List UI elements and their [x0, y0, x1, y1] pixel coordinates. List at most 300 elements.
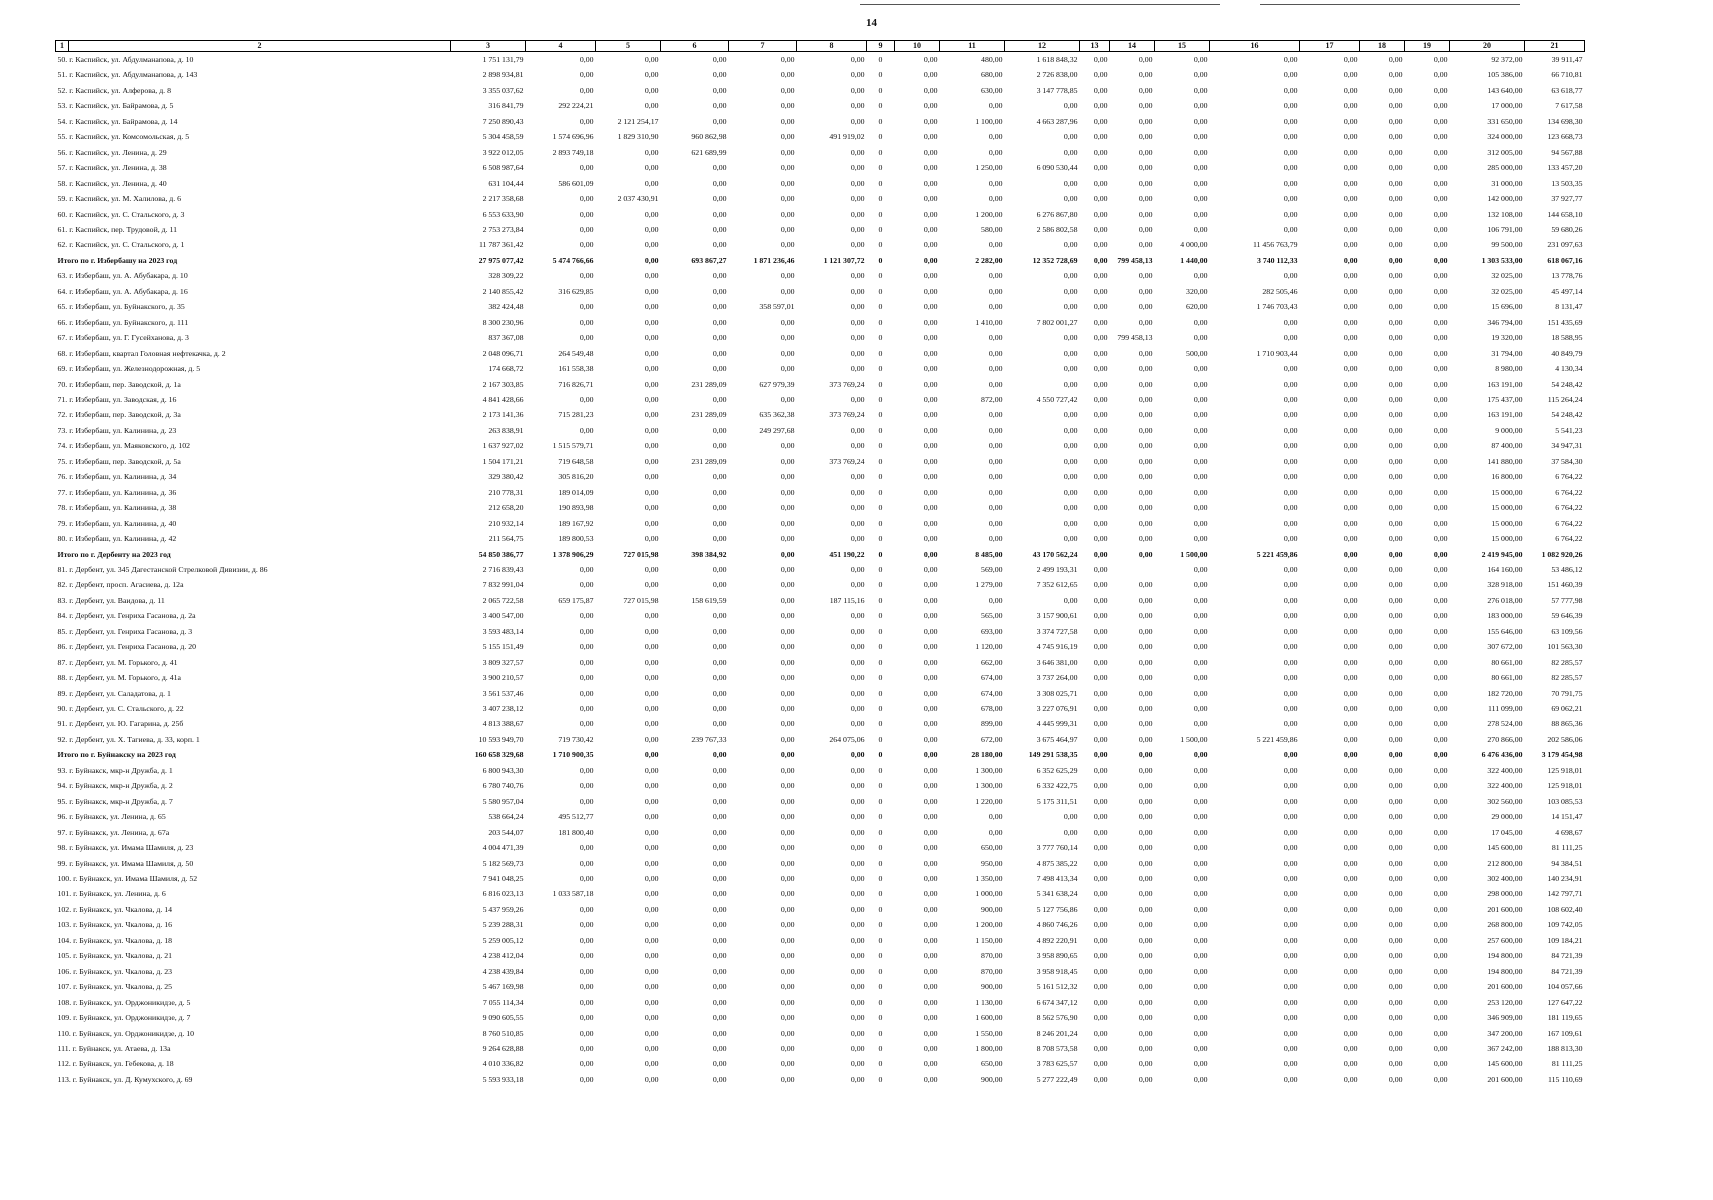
value-cell: 0,00 [1138, 534, 1153, 544]
value-cell: 0,00 [1093, 255, 1108, 265]
value-cell: 0,00 [780, 688, 795, 698]
value-cell: 175 437,00 [1487, 394, 1523, 404]
value-cell: 0,00 [923, 796, 938, 806]
value-cell: 0,00 [923, 425, 938, 435]
value-cell: 0,00 [1283, 982, 1298, 992]
value-cell: 0,00 [1283, 611, 1298, 621]
value-cell: 0,00 [1138, 1044, 1153, 1053]
value-cell: 1 250,00 [975, 163, 1003, 173]
top-rule-right [1260, 4, 1520, 5]
value-cell: 0,00 [923, 147, 938, 157]
value-cell: 0,00 [1138, 611, 1153, 621]
value-cell: 0,00 [850, 70, 865, 80]
value-cell: 0,00 [1138, 1059, 1153, 1069]
value-cell: 0,00 [780, 812, 795, 822]
address-cell: 72. г. Избербаш, пер. Заводской, д. 3а [57, 410, 181, 420]
value-cell: 0,00 [1433, 951, 1448, 961]
value-cell: 0,00 [1433, 410, 1448, 420]
value-cell: 31 794,00 [1491, 348, 1523, 358]
address-cell: 87. г. Дербент, ул. М. Горького, д. 41 [57, 657, 178, 667]
value-cell: 82 285,57 [1551, 657, 1583, 667]
value-cell: 0,00 [923, 688, 938, 698]
value-cell: 0,00 [1283, 935, 1298, 945]
value-cell: 0,00 [644, 394, 659, 404]
value-cell: 0,00 [644, 1074, 659, 1084]
value-cell: 0,00 [780, 858, 795, 868]
value-cell: 0,00 [1138, 734, 1153, 744]
value-cell: 0,00 [1193, 503, 1208, 513]
value-cell: 328 918,00 [1487, 580, 1523, 590]
table-row [56, 315, 1585, 330]
value-cell: 0,00 [644, 85, 659, 95]
value-cell: 0,00 [923, 1074, 938, 1084]
value-cell: 0,00 [923, 441, 938, 451]
value-cell: 5 580 957,04 [482, 796, 524, 806]
value-cell: 0,00 [1433, 704, 1448, 714]
value-cell: 2 716 839,43 [482, 564, 524, 574]
value-cell: 0,00 [1193, 132, 1208, 142]
value-cell: 0,00 [579, 209, 594, 219]
value-cell: 6 764,22 [1555, 472, 1583, 482]
value-cell: 239 767,33 [691, 734, 727, 744]
value-cell: 0,00 [1093, 626, 1108, 636]
value-cell: 0,00 [780, 1044, 795, 1053]
value-cell: 5 341 638,24 [1036, 889, 1078, 899]
value-cell: 0,00 [1193, 317, 1208, 327]
value-cell: 0,00 [1388, 750, 1403, 760]
value-cell: 0,00 [1343, 549, 1358, 559]
address-cell: 83. г. Дербент, ул. Ваидова, д. 11 [57, 595, 165, 605]
value-cell: 0,00 [644, 487, 659, 497]
value-cell: 211 564,75 [488, 534, 524, 544]
value-cell: 0,00 [1283, 858, 1298, 868]
value-cell: 0,00 [1343, 194, 1358, 204]
table-row [56, 114, 1585, 129]
value-cell: 0,00 [1283, 920, 1298, 930]
value-cell: 0,00 [1193, 874, 1208, 884]
value-cell: 188 813,30 [1547, 1044, 1583, 1053]
value-cell: 0,00 [1063, 348, 1078, 358]
column-header: 13 [1080, 41, 1110, 52]
address-cell: 67. г. Избербаш, ул. Г. Гусейханова, д. 3 [57, 333, 189, 343]
value-cell: 0,00 [923, 302, 938, 312]
value-cell: 0,00 [1063, 302, 1078, 312]
value-cell: 0,00 [923, 858, 938, 868]
value-cell: 17 045,00 [1491, 827, 1523, 837]
value-cell: 0,00 [712, 1074, 727, 1084]
value-cell: 0,00 [1138, 178, 1153, 188]
value-cell: 0,00 [923, 580, 938, 590]
value-cell: 140 234,91 [1547, 874, 1583, 884]
value-cell: 0 [878, 843, 883, 853]
value-cell: 0,00 [1283, 951, 1298, 961]
value-cell: 0,00 [1283, 333, 1298, 343]
value-cell: 0,00 [1343, 518, 1358, 528]
value-cell: 0,00 [923, 1013, 938, 1023]
value-cell: 0,00 [1388, 394, 1403, 404]
value-cell: 0,00 [923, 503, 938, 513]
value-cell: 373 769,24 [829, 379, 865, 389]
value-cell: 0,00 [644, 178, 659, 188]
value-cell: 0,00 [1138, 704, 1153, 714]
value-cell: 0,00 [1138, 1028, 1153, 1038]
value-cell: 194 800,00 [1487, 966, 1523, 976]
table-row [56, 52, 1585, 68]
value-cell: 0,00 [1343, 765, 1358, 775]
value-cell: 201 600,00 [1487, 982, 1523, 992]
value-cell: 0,00 [780, 224, 795, 234]
value-cell: 14 151,47 [1551, 812, 1583, 822]
table-row [56, 377, 1585, 392]
value-cell: 0,00 [1138, 1013, 1153, 1023]
value-cell: 0,00 [712, 874, 727, 884]
value-cell: 0,00 [850, 920, 865, 930]
value-cell: 0,00 [923, 997, 938, 1007]
value-cell: 9 090 605,55 [482, 1013, 524, 1023]
value-cell: 0,00 [850, 472, 865, 482]
value-cell: 6 553 633,90 [482, 209, 524, 219]
value-cell: 54 850 386,77 [478, 549, 524, 559]
table-row [56, 361, 1585, 376]
value-cell: 0,00 [988, 595, 1003, 605]
value-cell: 627 979,39 [759, 379, 795, 389]
value-cell: 0,00 [1093, 595, 1108, 605]
table-row [56, 392, 1585, 407]
address-cell: 68. г. Избербаш, квартал Головная нефтекачка, д. 2 [57, 348, 226, 358]
value-cell: 7 832 991,04 [482, 580, 524, 590]
value-cell: 231 289,09 [691, 456, 727, 466]
value-cell: 0,00 [1138, 240, 1153, 250]
value-cell: 0,00 [850, 796, 865, 806]
value-cell: 0,00 [1093, 765, 1108, 775]
table-row [56, 948, 1585, 963]
value-cell: 0,00 [1138, 765, 1153, 775]
value-cell: 0,00 [644, 456, 659, 466]
value-cell: 0,00 [1283, 719, 1298, 729]
value-cell: 0 [878, 518, 883, 528]
value-cell: 39 911,47 [1551, 55, 1583, 64]
value-cell: 3 737 264,00 [1036, 673, 1078, 683]
address-cell: 75. г. Избербаш, пер. Заводской, д. 5а [57, 456, 181, 466]
value-cell: 8 300 230,96 [482, 317, 524, 327]
value-cell: 0,00 [1138, 595, 1153, 605]
value-cell: 0,00 [579, 935, 594, 945]
value-cell: 0,00 [850, 750, 865, 760]
value-cell: 1 300,00 [975, 765, 1003, 775]
data-table [55, 40, 1585, 1087]
value-cell: 0,00 [1343, 364, 1358, 374]
value-cell: 347 200,00 [1487, 1028, 1523, 1038]
value-cell: 0,00 [850, 364, 865, 374]
value-cell: 0,00 [1433, 132, 1448, 142]
value-cell: 0,00 [1063, 194, 1078, 204]
value-cell: 0,00 [780, 642, 795, 652]
value-cell: 0,00 [923, 456, 938, 466]
value-cell: 305 816,20 [558, 472, 594, 482]
value-cell: 0,00 [1283, 317, 1298, 327]
value-cell: 0,00 [1283, 966, 1298, 976]
value-cell: 0,00 [1063, 595, 1078, 605]
value-cell: 1 710 900,35 [552, 750, 594, 760]
value-cell: 0,00 [850, 812, 865, 822]
value-cell: 0,00 [1138, 163, 1153, 173]
value-cell: 0,00 [1343, 673, 1358, 683]
value-cell: 0,00 [1063, 101, 1078, 111]
value-cell: 346 909,00 [1487, 1013, 1523, 1023]
value-cell: 0,00 [923, 487, 938, 497]
value-cell: 1 220,00 [975, 796, 1003, 806]
value-cell: 0,00 [1138, 317, 1153, 327]
value-cell: 0,00 [1283, 1074, 1298, 1084]
table-row [56, 825, 1585, 840]
value-cell: 0,00 [1193, 209, 1208, 219]
value-cell: 0,00 [644, 1028, 659, 1038]
value-cell: 0,00 [988, 286, 1003, 296]
value-cell: 0,00 [1343, 425, 1358, 435]
value-cell: 263 838,91 [488, 425, 524, 435]
value-cell: 0,00 [1193, 518, 1208, 528]
value-cell: 0,00 [1093, 827, 1108, 837]
value-cell: 12 352 728,69 [1032, 255, 1078, 265]
value-cell: 0,00 [1283, 704, 1298, 714]
value-cell: 0,00 [1388, 997, 1403, 1007]
value-cell: 0,00 [1388, 534, 1403, 544]
value-cell: 0,00 [1388, 503, 1403, 513]
value-cell: 0,00 [1343, 904, 1358, 914]
value-cell: 0,00 [644, 796, 659, 806]
value-cell: 0,00 [923, 704, 938, 714]
value-cell: 0 [878, 812, 883, 822]
value-cell: 0,00 [644, 55, 659, 64]
value-cell: 0,00 [1193, 827, 1208, 837]
address-cell: 53. г. Каспийск, ул. Байрамова, д. 5 [57, 101, 174, 111]
address-cell: 73. г. Избербаш, ул. Калинина, д. 23 [57, 425, 177, 435]
value-cell: 0 [878, 704, 883, 714]
value-cell: 298 000,00 [1487, 889, 1523, 899]
value-cell: 2 893 749,18 [552, 147, 594, 157]
value-cell: 0,00 [712, 534, 727, 544]
value-cell: 0,00 [850, 425, 865, 435]
value-cell: 727 015,98 [623, 595, 659, 605]
table-row [56, 593, 1585, 608]
value-cell: 0,00 [1093, 564, 1108, 574]
value-cell: 0,00 [1343, 85, 1358, 95]
value-cell: 0,00 [1343, 564, 1358, 574]
value-cell: 0,00 [1138, 874, 1153, 884]
value-cell: 0,00 [1138, 920, 1153, 930]
value-cell: 106 791,00 [1487, 224, 1523, 234]
value-cell: 149 291 538,35 [1028, 750, 1078, 760]
value-cell: 302 560,00 [1487, 796, 1523, 806]
value-cell: 0,00 [712, 209, 727, 219]
value-cell: 451 190,22 [829, 549, 865, 559]
value-cell: 0,00 [923, 595, 938, 605]
value-cell: 0,00 [1343, 1059, 1358, 1069]
value-cell: 0,00 [644, 673, 659, 683]
value-cell: 0 [878, 286, 883, 296]
value-cell: 0,00 [1433, 657, 1448, 667]
value-cell: 109 184,21 [1547, 935, 1583, 945]
value-cell: 0,00 [1433, 719, 1448, 729]
value-cell: 0,00 [1063, 364, 1078, 374]
value-cell: 0,00 [1093, 132, 1108, 142]
value-cell: 0,00 [1388, 1044, 1403, 1053]
value-cell: 0,00 [850, 487, 865, 497]
value-cell: 6 332 422,75 [1036, 781, 1078, 791]
value-cell: 0,00 [923, 240, 938, 250]
value-cell: 0,00 [1093, 920, 1108, 930]
value-cell: 0,00 [1388, 951, 1403, 961]
value-cell: 0,00 [850, 302, 865, 312]
value-cell: 1 120,00 [975, 642, 1003, 652]
value-cell: 0,00 [579, 657, 594, 667]
value-cell: 1 504 171,21 [482, 456, 524, 466]
value-cell: 0 [878, 657, 883, 667]
value-cell: 4 004 471,39 [482, 843, 524, 853]
value-cell: 0,00 [712, 333, 727, 343]
value-cell: 0,00 [712, 55, 727, 64]
value-cell: 0,00 [1093, 518, 1108, 528]
value-cell: 0,00 [1343, 441, 1358, 451]
value-cell: 2 167 303,85 [482, 379, 524, 389]
value-cell: 0,00 [1093, 580, 1108, 590]
value-cell: 0,00 [1388, 549, 1403, 559]
value-cell: 0,00 [644, 982, 659, 992]
value-cell: 5 161 512,32 [1036, 982, 1078, 992]
value-cell: 1 200,00 [975, 209, 1003, 219]
value-cell: 0,00 [1283, 487, 1298, 497]
value-cell: 0,00 [1433, 425, 1448, 435]
value-cell: 0,00 [1063, 178, 1078, 188]
value-cell: 0,00 [923, 1059, 938, 1069]
value-cell: 4 698,67 [1555, 827, 1583, 837]
value-cell: 0,00 [1063, 410, 1078, 420]
value-cell: 0,00 [1433, 750, 1448, 760]
value-cell: 0,00 [1093, 348, 1108, 358]
value-cell: 0,00 [1193, 178, 1208, 188]
value-cell: 0,00 [1193, 441, 1208, 451]
value-cell: 0,00 [1343, 626, 1358, 636]
column-header: 6 [661, 41, 729, 52]
value-cell: 0,00 [850, 1044, 865, 1053]
value-cell: 0,00 [1063, 425, 1078, 435]
value-cell: 0,00 [1433, 147, 1448, 157]
value-cell: 0,00 [712, 1044, 727, 1053]
value-cell: 0 [878, 642, 883, 652]
value-cell: 0,00 [1343, 1074, 1358, 1084]
value-cell: 0,00 [1193, 920, 1208, 930]
value-cell: 0,00 [579, 1074, 594, 1084]
value-cell: 3 958 890,65 [1036, 951, 1078, 961]
value-cell: 0,00 [579, 302, 594, 312]
value-cell: 0,00 [780, 116, 795, 126]
value-cell: 6 764,22 [1555, 503, 1583, 513]
value-cell: 0,00 [780, 935, 795, 945]
column-header: 10 [895, 41, 940, 52]
address-cell: 92. г. Дербент, ул. Х. Тагиева, д. 33, корп. 1 [57, 734, 200, 744]
value-cell: 0,00 [1063, 379, 1078, 389]
value-cell: 0,00 [579, 224, 594, 234]
value-cell: 0,00 [712, 904, 727, 914]
value-cell: 0,00 [1388, 719, 1403, 729]
value-cell: 8 246 201,24 [1036, 1028, 1078, 1038]
value-cell: 0,00 [923, 333, 938, 343]
value-cell: 0,00 [923, 874, 938, 884]
value-cell: 0,00 [712, 564, 727, 574]
value-cell: 0,00 [1063, 240, 1078, 250]
table-row [56, 794, 1585, 809]
value-cell: 0,00 [1343, 70, 1358, 80]
value-cell: 0,00 [1138, 394, 1153, 404]
value-cell: 0,00 [1283, 1044, 1298, 1053]
value-cell: 0,00 [1433, 1013, 1448, 1023]
value-cell: 181 800,40 [558, 827, 594, 837]
value-cell: 0,00 [644, 997, 659, 1007]
value-cell: 5 277 222,49 [1036, 1074, 1078, 1084]
value-cell: 0,00 [1283, 379, 1298, 389]
value-cell: 6 800 943,30 [482, 765, 524, 775]
value-cell: 0,00 [1138, 487, 1153, 497]
value-cell: 0,00 [780, 441, 795, 451]
table-row [56, 129, 1585, 144]
value-cell: 7 352 612,65 [1036, 580, 1078, 590]
value-cell: 0,00 [1138, 194, 1153, 204]
value-cell: 0,00 [923, 1028, 938, 1038]
value-cell: 0,00 [1433, 966, 1448, 976]
value-cell: 0,00 [1283, 163, 1298, 173]
value-cell: 0,00 [1193, 611, 1208, 621]
value-cell: 0,00 [1093, 178, 1108, 188]
table-row [56, 1010, 1585, 1025]
value-cell: 0,00 [1193, 472, 1208, 482]
value-cell: 0,00 [1433, 595, 1448, 605]
value-cell: 0,00 [850, 224, 865, 234]
value-cell: 6 764,22 [1555, 534, 1583, 544]
value-cell: 1 279,00 [975, 580, 1003, 590]
value-cell: 29 000,00 [1491, 812, 1523, 822]
value-cell: 0,00 [1343, 163, 1358, 173]
value-cell: 0,00 [644, 951, 659, 961]
value-cell: 0 [878, 1044, 883, 1053]
value-cell: 253 120,00 [1487, 997, 1523, 1007]
value-cell: 0,00 [1343, 456, 1358, 466]
table-row [56, 964, 1585, 979]
value-cell: 0,00 [1433, 503, 1448, 513]
value-cell: 0,00 [850, 534, 865, 544]
value-cell: 189 800,53 [558, 534, 594, 544]
value-cell: 0,00 [712, 935, 727, 945]
value-cell: 0,00 [1433, 55, 1448, 64]
value-cell: 0,00 [1283, 642, 1298, 652]
value-cell: 0,00 [1343, 827, 1358, 837]
value-cell: 0,00 [923, 765, 938, 775]
value-cell: 0,00 [1138, 796, 1153, 806]
value-cell: 0,00 [1388, 858, 1403, 868]
value-cell: 0,00 [1433, 812, 1448, 822]
value-cell: 0,00 [1283, 580, 1298, 590]
value-cell: 2 173 141,36 [482, 410, 524, 420]
value-cell: 6 764,22 [1555, 487, 1583, 497]
value-cell: 0,00 [1138, 55, 1153, 64]
value-cell: 9 264 628,88 [482, 1044, 524, 1053]
column-header: 5 [596, 41, 661, 52]
value-cell: 9 000,00 [1495, 425, 1523, 435]
value-cell: 0,00 [579, 951, 594, 961]
value-cell: 2 217 358,68 [482, 194, 524, 204]
value-cell: 0,00 [850, 673, 865, 683]
value-cell: 0,00 [988, 379, 1003, 389]
value-cell: 0,00 [923, 734, 938, 744]
